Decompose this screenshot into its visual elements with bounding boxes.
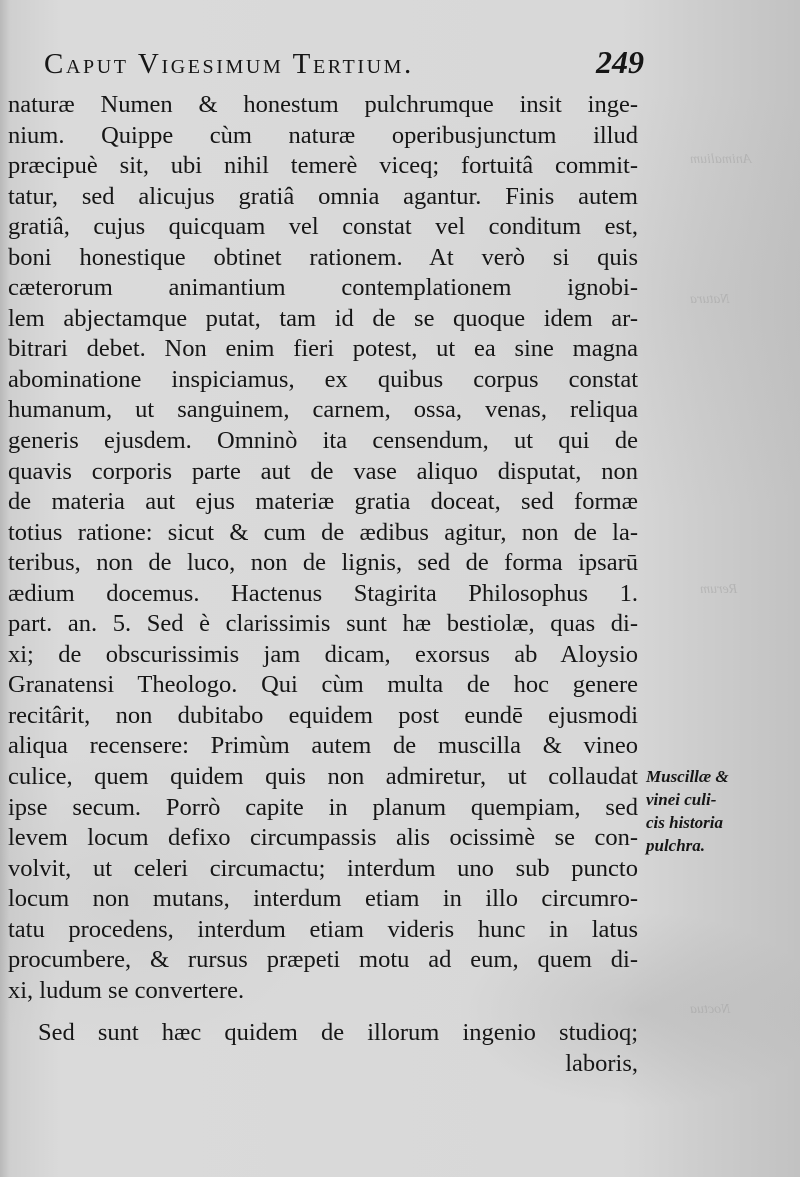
text-line: nium. Quippe cùm naturæ operibusjunctum illud — [8, 121, 638, 149]
text-line: xi; de obscurissimis jam dicam, exorsus ab Aloysio — [8, 640, 638, 668]
text-line: abominatione inspiciamus, ex quibus corpus constat — [8, 365, 638, 393]
catchword: laboris, — [565, 1049, 638, 1077]
text-line: aliqua recensere: Primùm autem de muscilla & vineo — [8, 732, 638, 760]
running-head: Caput Vigesimum Tertium. — [44, 48, 414, 80]
text-line: levem locum defixo circumpassis alis ocissimè se con- — [8, 824, 638, 852]
text-line: ædium docemus. Hactenus Stagirita Philosophus 1. — [8, 579, 638, 607]
text-line: totius ratione: sicut & cum de ædibus agitur, non de la- — [8, 518, 638, 546]
text-line: lem abjectamque putat, tam id de se quoque idem ar- — [8, 304, 638, 332]
marginal-note — [646, 765, 776, 857]
text-line: bitrari debet. Non enim fieri potest, ut ea sine magna — [8, 335, 638, 363]
text-line: tatur, sed alicujus gratiâ omnia agantur. Finis autem — [8, 182, 638, 210]
text-line: locum non mutans, interdum etiam in illo circumro- — [8, 885, 638, 913]
marginal-note-line: pulchra. — [646, 836, 706, 855]
paragraph-gap — [8, 1006, 638, 1018]
text-line: Granatensi Theologo. Qui cùm multa de hoc genere — [8, 671, 638, 699]
text-line: xi, ludum se convertere. — [8, 976, 245, 1004]
body-text — [8, 90, 638, 1080]
text-line: præcipuè sit, ubi nihil temerè viceq; fortuitâ commit- — [8, 152, 638, 180]
text-line: procumbere, & rursus præpeti motu ad eum, quem di- — [8, 946, 638, 974]
show-through-2: Natura — [690, 292, 730, 307]
text-line: generis ejusdem. Omninò ita censendum, ut qui de — [8, 427, 638, 455]
text-line: volvit, ut celeri circumactu; interdum uno sub puncto — [8, 854, 638, 882]
show-through-4: Noctua — [690, 1002, 731, 1017]
marginal-note-line: cis historia — [646, 813, 723, 832]
text-line: gratiâ, cujus quicquam vel constat vel conditum est, — [8, 213, 638, 241]
show-through-1: Animalium — [690, 152, 752, 167]
text-line: cæterorum animantium contemplationem ignobi- — [8, 274, 638, 302]
text-line: boni honestique obtinet rationem. At verò si quis — [8, 243, 638, 271]
text-line: de materia aut ejus materiæ gratia doceat, sed formæ — [8, 488, 638, 516]
text-line: naturæ Numen & honestum pulchrumque insit inge- — [8, 91, 638, 118]
text-line: quavis corporis parte aut de vase aliquo disputat, non — [8, 457, 638, 485]
text-line: teribus, non de luco, non de lignis, sed de forma ipsarū — [8, 549, 638, 577]
text-line: part. an. 5. Sed è clarissimis sunt hæ bestiolæ, quas di- — [8, 610, 638, 638]
text-line: recitârit, non dubitabo equidem post eundē ejusmodi — [8, 701, 638, 729]
text-line: culice, quem quidem quis non admiretur, ut collaudat — [8, 763, 638, 791]
text-line: humanum, ut sanguinem, carnem, ossa, venas, reliqua — [8, 396, 638, 424]
page-header — [44, 44, 644, 84]
show-through-3: Rerum — [700, 582, 738, 597]
text-line: ipse secum. Porrò capite in planum quempiam, sed — [8, 793, 638, 821]
text-line: tatu procedens, interdum etiam videris hunc in latus — [8, 915, 638, 943]
marginal-note-line: vinei culi- — [646, 790, 717, 809]
marginal-note-line: Muscillæ & — [646, 767, 729, 786]
text-line: Sed sunt hæc quidem de illorum ingenio studioq; — [38, 1019, 638, 1047]
page-number: 249 — [596, 44, 644, 80]
